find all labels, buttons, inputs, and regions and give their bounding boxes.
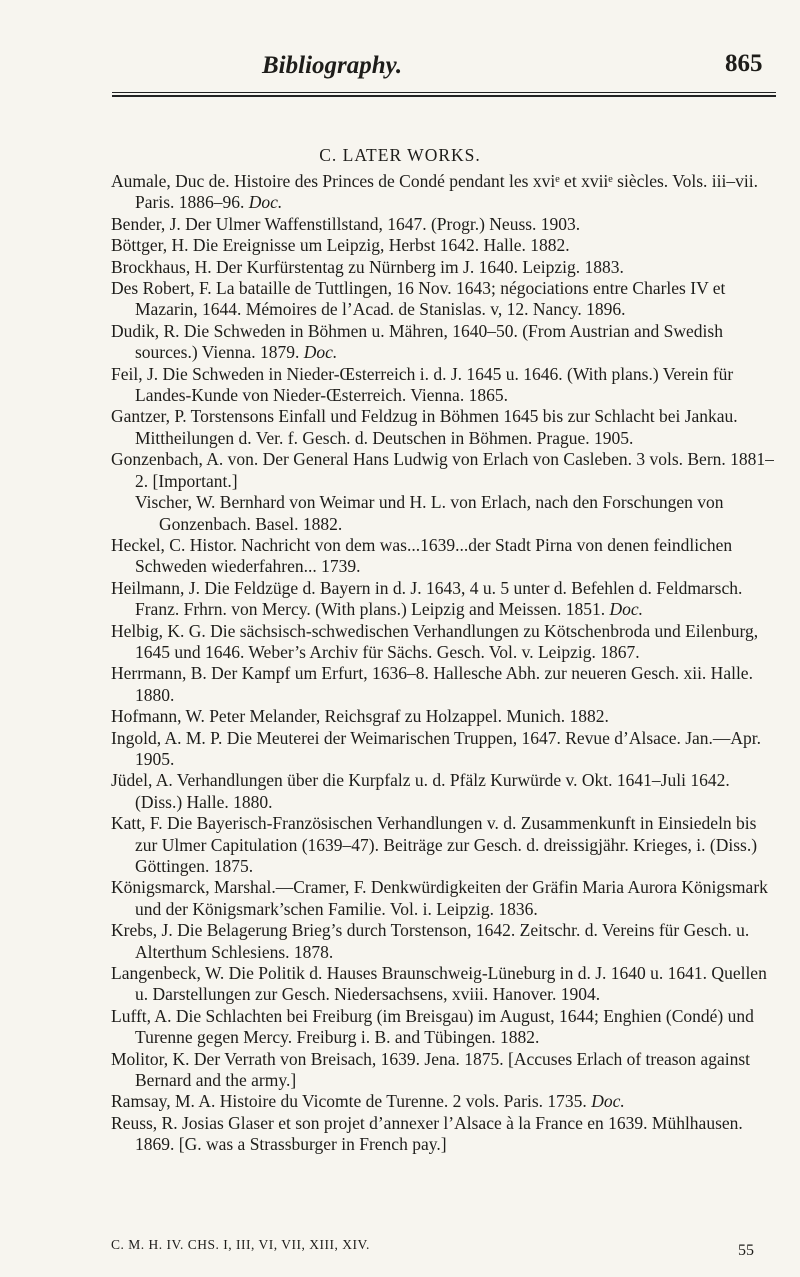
header-rule-thin [112,92,776,93]
bibliography-entry [111,663,779,706]
entry-text: Gonzenbach, A. von. Der General Hans Ludwig von Erlach von Casleben. 3 vols. Bern. 1881–2. [Important.] [111,449,774,491]
entry-text: Feil, J. Die Schweden in Nieder-Œsterreich i. d. J. 1645 u. 1646. (With plans.) Verein für Landes-Kunde von Nieder-Œsterreich. Vienna. 1865. [111,363,738,406]
entry-text: Bender, J. Der Ulmer Waffenstillstand, 1647. (Progr.) Neuss. 1903. [111,213,581,234]
bibliography-entry [111,214,779,235]
entry-text: Vischer, W. Bernhard von Weimar und H. L. von Erlach, nach den Forschungen von Gonzenbach. Basel. 1882. [135,492,728,534]
entry-text: Böttger, H. Die Ereignisse um Leipzig, Herbst 1642. Halle. 1882. [111,235,570,256]
entry-text: Krebs, J. Die Belagerung Brieg’s durch Torstenson, 1642. Zeitschr. d. Vereins für Gesch. u. Alterthum Schlesiens. 1878. [111,920,753,962]
bibliography-entry [111,406,779,449]
header-rule [112,92,776,97]
bibliography-entry [111,1049,779,1092]
entry-text: Helbig, K. G. Die sächsisch-schwedischen Verhandlungen zu Kötschenbroda und Eilenburg, 1645 und 1646. Weber’s Archiv für Sächs. Gesch. Vol. v. Leipzig. 1867. [111,620,763,662]
bibliography-entry [111,1006,779,1049]
bibliography-entry [111,1113,779,1156]
bibliography-entry [111,321,779,364]
entry-doc-marker: Doc. [609,599,643,620]
bibliography-list [111,171,779,1156]
entry-text: Dudik, R. Die Schweden in Böhmen u. Mähren, 1640–50. (From Austrian and Swedish sources.) Vienna. 1879. [111,320,728,363]
entry-text: Katt, F. Die Bayerisch-Französischen Verhandlungen v. d. Zusammenkunft in Einsiedeln bis zur Ulmer Capitulation (1639–47). Beiträge zur Gesch. d. dreissigjähr. Krieges, i. (Diss.) Göttingen. 1875. [111,813,762,876]
entry-text: Hofmann, W. Peter Melander, Reichsgraf zu Holzappel. Munich. 1882. [111,706,609,727]
running-head-title: Bibliography. [262,52,403,79]
entry-text: Des Robert, F. La bataille de Tuttlingen, 16 Nov. 1643; négociations entre Charles IV et Mazarin, 1644. Mémoires de l’Acad. de Stanislas. v, 12. Nancy. 1896. [111,278,730,320]
entry-text: Heilmann, J. Die Feldzüge d. Bayern in d. J. 1643, 4 u. 5 unter d. Befehlen d. Feldmarsch. Franz. Frhrn. von Mercy. (With plans.) Leipzig and Meissen. 1851. [111,577,747,620]
sheet-number: 55 [738,1242,754,1259]
entry-doc-marker: Doc. [303,342,338,363]
bibliography-entry [111,813,779,877]
signature-line: C. M. H. IV. CHS. I, III, VI, VII, XIII, XIV. [111,1237,370,1252]
entry-text: Jüdel, A. Verhandlungen über die Kurpfalz u. d. Pfälz Kurwürde v. Okt. 1641–Juli 1642. (Diss.) Halle. 1880. [111,770,735,812]
entry-text: Heckel, C. Histor. Nachricht von dem was...1639...der Stadt Pirna von denen feindlichen Schweden wiederfahren... 1739. [111,534,737,577]
entry-text: Langenbeck, W. Die Politik d. Hauses Braunschweig-Lüneburg in d. J. 1640 u. 1641. Quellen u. Darstellungen zur Gesch. Niedersachsens, xviii. Hanover. 1904. [111,963,772,1005]
header-rule-thick [112,95,776,97]
entry-doc-marker: Doc. [591,1091,625,1112]
bibliography-entry [111,877,779,920]
bibliography-entry [111,235,779,256]
entry-text: Gantzer, P. Torstensons Einfall und Feldzug in Böhmen 1645 bis zur Schlacht bei Jankau. Mittheilungen d. Ver. f. Gesch. d. Deutschen in Böhmen. Prague. 1905. [111,406,743,448]
entry-text: Ramsay, M. A. Histoire du Vicomte de Turenne. 2 vols. Paris. 1735. [111,1091,592,1112]
entry-text: Molitor, K. Der Verrath von Breisach, 1639. Jena. 1875. [Accuses Erlach of treason against Bernard and the army.] [111,1048,755,1091]
entry-doc-marker: Doc. [248,192,283,213]
bibliography-entry [111,278,779,321]
bibliography-entry [111,1091,779,1112]
entry-text: Reuss, R. Josias Glaser et son projet d’annexer l’Alsace à la France en 1639. Mühlhausen. 1869. [G. was a Strassburger in French pay.] [111,1112,748,1155]
bibliography-entry [111,257,779,278]
entry-text: Aumale, Duc de. Histoire des Princes de Condé pendant les xviᵉ et xviiᵉ siècles. Vols. iii–vii. Paris. 1886–96. [111,171,763,213]
bibliography-entry [111,171,779,214]
entry-text: Brockhaus, H. Der Kurfürstentag zu Nürnberg im J. 1640. Leipzig. 1883. [111,256,624,277]
bibliography-entry [111,770,779,813]
entry-text: Ingold, A. M. P. Die Meuterei der Weimarischen Truppen, 1647. Revue d’Alsace. Jan.—Apr. 1905. [111,727,766,769]
bibliography-entry [111,728,779,771]
bibliography-entry [111,578,779,621]
section-heading: C. LATER WORKS. [319,145,481,165]
bibliography-entry [111,920,779,963]
bibliography-entry [111,364,779,407]
bibliography-entry [111,449,779,492]
bibliography-entry [111,535,779,578]
bibliography-entry [111,621,779,664]
entry-text: Königsmarck, Marshal.—Cramer, F. Denkwürdigkeiten der Gräfin Maria Aurora Königsmark und der Königsmark’schen Familie. Vol. i. Leipzig. 1836. [111,877,773,919]
entry-text: Lufft, A. Die Schlachten bei Freiburg (im Breisgau) im August, 1644; Enghien (Condé) und Turenne gegen Mercy. Freiburg i. B. and Tübingen. 1882. [111,1005,758,1048]
bibliography-entry [111,706,779,727]
bibliography-entry [111,963,779,1006]
entry-text: Herrmann, B. Der Kampf um Erfurt, 1636–8. Hallesche Abh. zur neueren Gesch. xii. Halle. 1880. [111,663,758,705]
bibliography-entry [111,492,779,535]
page-number: 865 [725,50,763,77]
